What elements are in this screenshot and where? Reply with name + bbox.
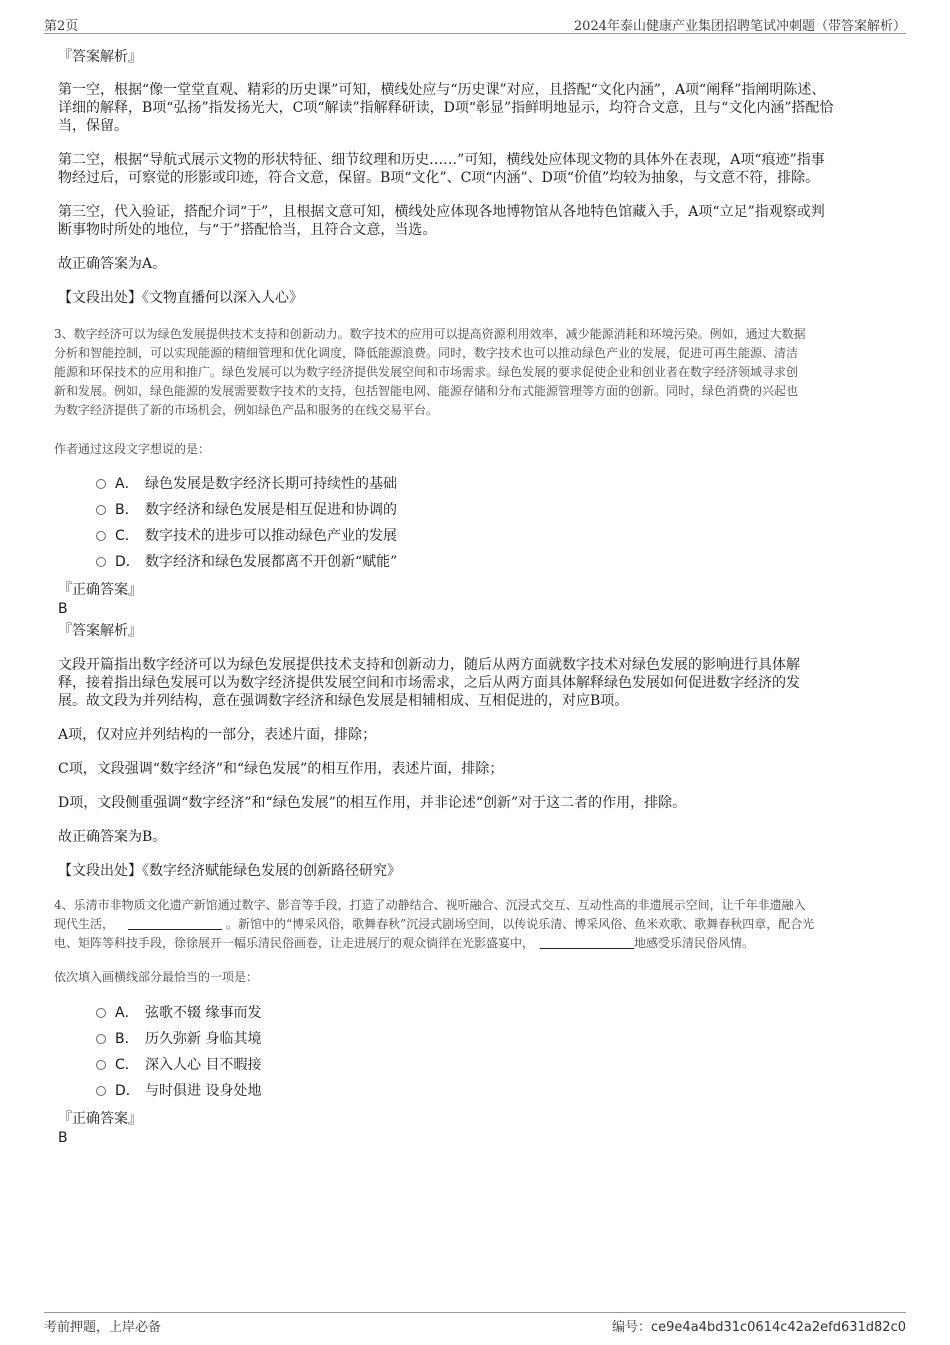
option-d[interactable]: D． 数字经济和绿色发展都离不开创新“赋能” (96, 553, 397, 571)
footer-motto: 考前押题，上岸必备 (44, 1320, 162, 1335)
analysis-heading: 『答案解析』 (58, 623, 142, 639)
fill-blank (128, 917, 222, 930)
document-code: 编号：ce9e4a4bd31c0614c42a2efd631d82c0 (612, 1320, 906, 1335)
question-stem-line: 为数字经济提供了新的市场机会，例如绿色产品和服务的在线交易平台。 (54, 403, 439, 417)
option-d[interactable]: D． 与时俱进 设身处地 (96, 1082, 261, 1100)
page-header (44, 13, 906, 34)
conclusion-text: 故正确答案为A。 (58, 256, 167, 272)
analysis-line: 详细的解释，B项“弘扬”指发扬光大，C项“解读”指解释研读，D项“彰显”指鲜明地显示，均符合文意，且与“文化内涵”搭配恰 (58, 100, 834, 116)
option-c[interactable]: C． 数字技术的进步可以推动绿色产业的发展 (96, 527, 397, 545)
page-number: 第2页 (44, 19, 79, 34)
analysis-line: 文段开篇指出数字经济可以为绿色发展提供技术支持和创新动力，随后从两方面就数字技术对绿色发展的影响进行具体解 (58, 657, 800, 673)
question-stem-line: 4、乐清市非物质文化遗产新馆通过数字、影音等手段，打造了动静结合、视听融合、沉浸式交互、互动性高的非遗展示空间，让千年非遗融入 (54, 898, 806, 912)
question-stem-line: 电、矩阵等科技手段，徐徐展开一幅乐清民俗画卷，让走进展厅的观众徜徉在光影盛宴中， 地感受乐清民俗风情。 (54, 936, 755, 950)
radio-icon[interactable] (96, 1086, 106, 1096)
analysis-line: C项，文段强调“数字经济”和“绿色发展”的相互作用，表述片面，排除； (58, 761, 504, 777)
radio-icon[interactable] (96, 557, 106, 567)
radio-icon[interactable] (96, 531, 106, 541)
source-citation: 【文段出处】《文物直播何以深入人心》 (58, 290, 303, 306)
analysis-line: A项，仅对应并列结构的一部分，表述片面，排除； (58, 727, 377, 743)
radio-icon[interactable] (96, 1008, 106, 1018)
question-stem-line: 能源和环保技术的应用和推广。绿色发展可以为数字经济提供发展空间和市场需求。绿色发展的要求促使企业和创业者在数字经济领域寻求创 (54, 365, 799, 379)
option-a[interactable]: A． 绿色发展是数字经济长期可持续性的基础 (96, 475, 397, 493)
radio-icon[interactable] (96, 1034, 106, 1044)
question-prompt: 依次填入画横线部分最恰当的一项是： (54, 970, 259, 984)
answer-value: B (58, 1130, 68, 1146)
option-b[interactable]: B． 数字经济和绿色发展是相互促进和协调的 (96, 501, 397, 519)
conclusion-text: 故正确答案为B。 (58, 829, 167, 845)
answer-heading: 『正确答案』 (58, 1111, 142, 1127)
analysis-line: 第二空，根据“导航式展示文物的形状特征、细节纹理和历史……”可知，横线处应体现文物的具体外在表现，A项“痕迹”指事 (58, 152, 825, 168)
option-c[interactable]: C． 深入人心 目不暇接 (96, 1056, 261, 1074)
fill-blank (540, 936, 634, 949)
analysis-line: 物经过后，可察觉的形影或印迹，符合文意，保留。B项“文化”、C项“内涵”、D项“价值”均较为抽象，与文意不符，排除。 (58, 170, 820, 186)
question-stem-line: 新和发展。例如，绿色能源的发展需要数字技术的支持，包括智能电网、能源存储和分布式能源管理等方面的创新。同时，绿色消费的兴起也 (54, 384, 799, 398)
question-stem-line: 分析和智能控制，可以实现能源的精细管理和优化调度，降低能源浪费。同时，数字技术也可以推动绿色产业的发展，促进可再生能源、清洁 (54, 346, 799, 360)
question-prompt: 作者通过这段文字想说的是： (54, 442, 211, 456)
analysis-line: 第一空，根据“像一堂堂直观、精彩的历史课”可知，横线处应与“历史课”对应，且搭配“文化内涵”，A项“阐释”指阐明陈述、 (58, 82, 826, 98)
answer-value: B (58, 601, 68, 617)
analysis-line: D项，文段侧重强调“数字经济”和“绿色发展”的相互作用，并非论述“创新”对于这二者的作用，排除。 (58, 795, 687, 811)
page-footer (44, 1312, 906, 1336)
analysis-line: 第三空，代入验证，搭配介词“于”，且根据文意可知，横线处应体现各地博物馆从各地特色馆藏入手，A项“立足”指观察或判 (58, 204, 825, 220)
analysis-heading: 『答案解析』 (58, 49, 142, 65)
analysis-line: 释，接着指出绿色发展可以为数字经济提供发展空间和市场需求，之后从两方面具体解释绿色发展如何促进数字经济的发 (58, 675, 800, 691)
radio-icon[interactable] (96, 479, 106, 489)
radio-icon[interactable] (96, 505, 106, 515)
analysis-line: 展。故文段为并列结构，意在强调数字经济和绿色发展是相辅相成、互相促进的，对应B项。 (58, 693, 629, 709)
option-a[interactable]: A． 弦歌不辍 缘事而发 (96, 1004, 261, 1022)
question-stem-line: 3、数字经济可以为绿色发展提供技术支持和创新动力。数字技术的应用可以提高资源利用效率，减少能源消耗和环境污染。例如，通过大数据 (54, 327, 806, 341)
analysis-line: 当，保留。 (58, 118, 128, 134)
option-b[interactable]: B． 历久弥新 身临其境 (96, 1030, 261, 1048)
question-stem-line: 现代生活， 。新馆中的“博采风俗，歌舞春秋”沉浸式剧场空间，以传说乐清、博采风俗、鱼米欢歌、歌舞春秋四章，配合光 (54, 917, 815, 931)
source-citation: 【文段出处】《数字经济赋能绿色发展的创新路径研究》 (58, 863, 401, 879)
answer-heading: 『正确答案』 (58, 582, 142, 598)
analysis-line: 断事物时所处的地位，与“于”搭配恰当，且符合文意，当选。 (58, 222, 437, 238)
radio-icon[interactable] (96, 1060, 106, 1070)
document-title: 2024年泰山健康产业集团招聘笔试冲刺题（带答案解析） (573, 19, 906, 34)
